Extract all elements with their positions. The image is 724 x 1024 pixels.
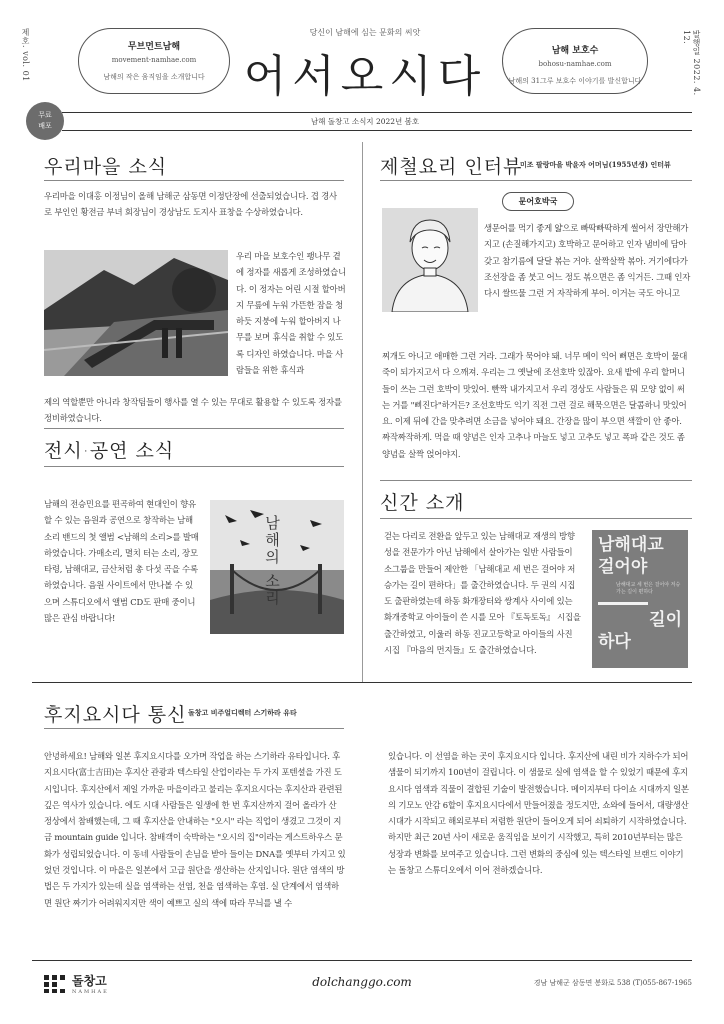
publish-date: 발행일 2022. 4. 12. [682,30,701,96]
exhibition-text: 남해의 전승민요를 편곡하여 현대인이 향유할 수 있는 음원과 공연으로 창작하는 남해소리 밴드의 첫 앨범 <남해의 소리>를 발매하였습니다. 가매소리, 멸치 터는 소리, 장모타령, 남해대교, 금산처럼 총 다섯 곡을 수록하였습니다. 음원 사이트에서 만나볼 수 있으며 스튜디오에서 앨범 CD도 판매 중이니 많은 관심 바랍니다! [44,499,199,624]
village-beside-photo: 우리 마을 보호수인 팽나무 곁에 정자를 새롭게 조성하였습니다. 이 정자는 어린 시절 할아버지 무릎에 누워 가뜬한 잠을 청하듯 지붕에 누워 할아버지 나무를 보며 휴식을 취할 수 있도록 디자인 하였습니다. 마을 사람들을 위한 휴식과 [236,251,346,376]
interview-text-full: 찌개도 아니고 애매한 그런 거라. 그래가 묵어야 돼. 너무 메이 익어 뻐면은 호박이 물대죽이 되가지고서 다 으깨져. 우리는 그 옛날에 조선호박 있잖아. 요새 밭에 우리 할머니들이 쓰는 그런 호박이 맛있어. 빤짝 내가지고서 우리 경상도 사람들은 뭐 모양 없이 써는 거를 "삐진다"하거든? 조선호박도 익기 직전 그런 걸로 해묵으면은 달콤하니 맛있어요. 이제 뒤에 간을 맞추려면 소금을 넣어야 돼요. 간장을 많이 부으면 색깔이 안 좋아. 짜작짜작하게. 먹을 때 양념은 인자 고추나 마늘도 넣고 고추도 넣고 폭파 같은 것도 좀 양념을 살짝 얹어야지. [382,351,688,459]
right-cloud-desc: 남해의 31그루 보호수 이야기를 발신합니다 [508,77,642,85]
footer-logo-sub: NAMHAE [72,989,109,995]
interview-subtitle: 미조 팔랑마을 박윤자 어머님(1955년생) 인터뷰 [520,160,671,169]
books-text: 걷는 다리로 전환을 앞두고 있는 남해대교 재생의 방향성을 전문가가 아닌 남해에서 살아가는 일반 사람들이 소그룹을 만들어 제안한 「남해대교 세 번은 걸어야 저승가는 길이 편하다」를 출간하였습니다. 두 권의 시집도 출판하였는데 하동 화개장터와 쌍계사 사이에 있는 화개중학교 아이들이 쓴 시를 모아 『토독토독』 시집을 출간하였고, 이울러 하동 진교고등학교 아이들의 사진 시집 『마음의 먼지들』도 출간하였습니다. [384,531,581,656]
village-rule [44,180,344,181]
books-top-rule [380,480,692,481]
right-cloud-url[interactable]: bohosu-namhae.com [538,60,612,68]
exhibition-top-rule [44,428,344,429]
masthead-rule-bottom [62,130,692,131]
free-badge: 무료 배포 [26,102,64,140]
letter-col-2: 있습니다. 이 선염을 하는 곳이 후지요시다 입니다. 후지산에 내린 비가 지하수가 되어 샘물이 되기까지 100년이 걸립니다. 이 샘물로 실에 염색을 할 수 있었기 때문에 후지요시다 염색과 직물이 결합된 기술이 발전했습니다. 메이지부터 다이쇼 시대까지 일본의 기모노 안감 6할이 후지요시다에서 만들어졌을 정도지만, 쇼와에 들어서, 대량생산 시대가 시작되고 해외로부터 저렴한 원단이 들어오게 되어 쇠퇴하기 시작하였습니다. 하지만 최근 20년 사이 새로운 움직임을 보이기 시작했고, 특히 2010년부터는 많은 성장과 변화를 보여주고 있습니다. 그런 변화의 중심에 있는 텍스타일 브랜드 이야기는 돌창고 스튜디오에서 이어 전하겠습니다. [388,751,689,876]
village-after-photo: 제의 역할뿐만 아니라 창작팀들이 행사를 열 수 있는 무대로 활용할 수 있도록 정자를 정비하였습니다. [44,397,342,424]
interview-rule [380,180,692,181]
dolchanggo-logo-icon [44,975,66,993]
letter-subtitle: 돌창고 비주얼디렉터 스기하라 유타 [188,708,297,717]
right-cloud-title: 남해 보호수 [551,46,599,56]
right-cloud-box [502,28,648,94]
book-cover-small: 남해대교 세 번은 걸어야 저승 가는 길이 편하다 [616,582,681,595]
footer-logo-text: 돌창고 [72,974,107,988]
books-rule [380,518,692,519]
exhibition-rule [44,466,344,467]
books-title: 신간 소개 [380,492,465,514]
interview-title: 제철요리 인터뷰 [380,156,523,178]
left-cloud-desc: 남해의 작은 움직임을 소개합니다 [103,73,205,81]
book-cover-line-1: 남해대교 [598,535,664,555]
book-cover-bar [598,602,648,605]
book-cover [592,530,688,668]
village-intro: 우리마을 이대홍 이정님이 올해 남해군 삼동면 이정단장에 선출되었습니다. 겹 경사로 부인인 황전금 부녀 회장님이 경상남도 도지사 표창을 수상하였습니다. [44,191,337,218]
village-title: 우리마을 소식 [44,156,168,178]
letter-rule [44,728,344,729]
book-cover-line-5: 하다 [598,632,631,652]
masthead-title: 어서오시다 [243,51,487,102]
footer-logo[interactable] [44,972,109,995]
book-cover-line-2: 걸어야 [598,557,648,577]
interview-text-right: 생문어를 먹기 좋게 얇으로 빠딱빠딱하게 썰어서 장만해가지고 (손질해가지고) 호박하고 문어하고 인자 냄비에 담아 갖고 참기름에 달달 볶는 거야. 살짝살짝 볶아. 거기에다가 조선장을 좀 붓고 어느 정도 볶으면은 좀 익거든. 그때 인자 다시 쌀뜨물 그런 거 자작하게 부어. 이거는 국도 아니고 [484,223,691,299]
interviewee-portrait [382,208,478,312]
album-cover [210,500,344,634]
tagline: 당신이 남해에 심는 문화의 씨앗 [309,28,421,37]
pavilion-photo [44,250,228,376]
book-cover-line-4: 길이 [649,610,682,630]
album-title-text: 남해의 소리 [263,515,281,607]
letter-top-rule [32,682,692,683]
left-cloud-url[interactable]: movement-namhae.com [111,56,197,64]
exhibition-title: 전시·공연 소식 [44,440,175,462]
letter-title: 후지요시다 통신 [44,704,187,726]
left-cloud-title: 무브먼트남해 [127,42,181,52]
issue-number: 제호. vol. 01 [21,28,30,82]
left-cloud-box [78,28,230,94]
masthead-subtitle: 남해 돌창고 소식지 2022년 봄호 [310,117,420,126]
masthead-rule-top [62,112,692,113]
footer-address: 경남 남해군 삼동면 봉화로 538 (T)055-867-1965 [533,979,692,987]
footer-rule [32,960,692,961]
recipe-pill: 문어호박국 [502,192,574,211]
footer-url[interactable]: dolchanggo.com [312,975,412,989]
letter-col-1: 안녕하세요! 남해와 일본 후지요시다를 오가며 작업을 하는 스기하라 유타입니다. 후지요시다(富士吉田)는 후지산 관광과 텍스타일 산업이라는 두 가지 포텐셜을 가진 도시입니다. 후지산에서 제일 가까운 마을이라고 불리는 후지요시다는 후지산과 관련된 깊은 역사가 있습니다. 에도 시대 사람들은 일생에 한 번 후지산까지 걸어 올라가 산 정상에서 참배했는데, 그 때 후지산을 안내하는 "오시" 라는 직업이 생겼고 그것이 지금 mountain guide 입니다. 참배객이 숙박하는 "오시의 집"이라는 게스트하우스 문화가 성립되었습니다. 이 동네 사람들이 손님을 받아 들이는 DNA를 옛부터 가지고 있었던 것입니다. 이 마을은 일본에서 고급 원단을 생산하는 산지입니다. 원단 염색의 방법은 두 가지가 있는데 실을 염색하는 선염, 천을 염색하는 후염. 실 단계에서 염색하면 원단 짜기가 어려워지지만 색이 예쁘고 실의 색에 따라 무늬를 낼 수 [44,751,346,908]
column-divider [362,142,363,682]
